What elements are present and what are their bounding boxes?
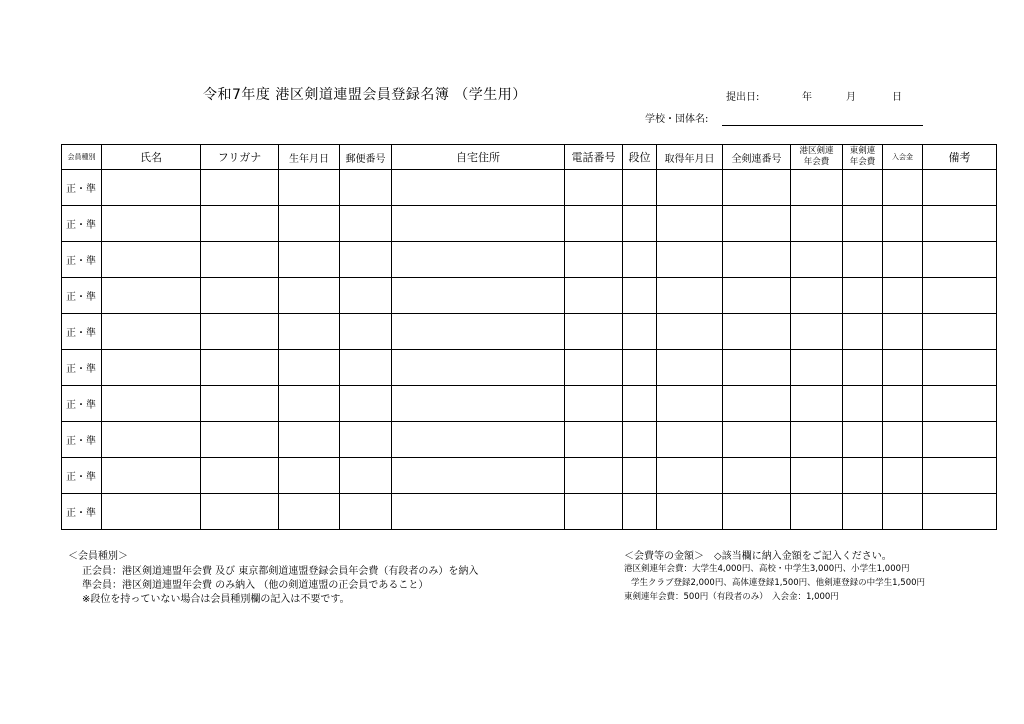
member-type-note-1: 正会員：港区剣道連盟年会費 及び 東京都剣道連盟登録会員年会費（有段者のみ）を納入 xyxy=(82,566,479,577)
entry-cell[interactable] xyxy=(565,422,623,458)
member-type-cell[interactable]: 正・準 xyxy=(62,170,102,206)
entry-cell[interactable] xyxy=(102,242,201,278)
column-header: 生年月日 xyxy=(279,145,340,170)
entry-cell[interactable] xyxy=(201,206,279,242)
member-type-cell[interactable]: 正・準 xyxy=(62,314,102,350)
entry-cell[interactable] xyxy=(843,206,883,242)
entry-cell[interactable] xyxy=(923,422,997,458)
entry-cell[interactable] xyxy=(791,494,843,530)
entry-cell[interactable] xyxy=(279,278,340,314)
entry-cell[interactable] xyxy=(923,170,997,206)
table-row xyxy=(62,386,997,422)
entry-cell[interactable] xyxy=(392,206,565,242)
entry-cell[interactable] xyxy=(657,278,723,314)
member-type-heading: ＜会員種別＞ xyxy=(68,551,128,562)
page-title: 令和7年度 港区剣道連盟会員登録名簿 （学生用） xyxy=(203,87,527,103)
member-roster-table xyxy=(61,144,997,530)
column-header: 氏名 xyxy=(102,145,201,170)
entry-cell[interactable] xyxy=(657,314,723,350)
column-header: 入会金 xyxy=(883,145,923,170)
entry-cell[interactable] xyxy=(392,386,565,422)
entry-cell[interactable] xyxy=(565,278,623,314)
entry-cell[interactable] xyxy=(279,170,340,206)
table-row xyxy=(62,278,997,314)
entry-cell[interactable] xyxy=(723,350,791,386)
entry-cell[interactable] xyxy=(883,350,923,386)
entry-cell[interactable] xyxy=(723,494,791,530)
entry-cell[interactable] xyxy=(723,422,791,458)
entry-cell[interactable] xyxy=(279,350,340,386)
entry-cell[interactable] xyxy=(843,314,883,350)
entry-cell[interactable] xyxy=(565,242,623,278)
entry-cell[interactable] xyxy=(102,458,201,494)
column-header: 取得年月日 xyxy=(657,145,723,170)
column-header: 段位 xyxy=(623,145,657,170)
entry-cell[interactable] xyxy=(201,386,279,422)
column-header: 港区剣連 年会費 xyxy=(791,145,843,170)
entry-cell[interactable] xyxy=(791,242,843,278)
entry-cell[interactable] xyxy=(723,170,791,206)
member-type-cell[interactable]: 正・準 xyxy=(62,422,102,458)
entry-cell[interactable] xyxy=(623,314,657,350)
entry-cell[interactable] xyxy=(565,314,623,350)
entry-cell[interactable] xyxy=(279,422,340,458)
table-row xyxy=(62,350,997,386)
fees-note-3: 東剣連年会費：500円（有段者のみ） 入会金：1,000円 xyxy=(624,592,839,602)
column-header: 電話番号 xyxy=(565,145,623,170)
entry-cell[interactable] xyxy=(923,458,997,494)
entry-cell[interactable] xyxy=(723,314,791,350)
entry-cell[interactable] xyxy=(657,494,723,530)
entry-cell[interactable] xyxy=(791,422,843,458)
entry-cell[interactable] xyxy=(340,242,392,278)
entry-cell[interactable] xyxy=(392,494,565,530)
entry-cell[interactable] xyxy=(623,278,657,314)
entry-cell[interactable] xyxy=(723,386,791,422)
entry-cell[interactable] xyxy=(201,242,279,278)
column-header: 自宅住所 xyxy=(392,145,565,170)
entry-cell[interactable] xyxy=(791,350,843,386)
table-row xyxy=(62,494,997,530)
entry-cell[interactable] xyxy=(565,386,623,422)
entry-cell[interactable] xyxy=(201,494,279,530)
entry-cell[interactable] xyxy=(102,170,201,206)
entry-cell[interactable] xyxy=(923,494,997,530)
entry-cell[interactable] xyxy=(340,278,392,314)
member-type-cell[interactable]: 正・準 xyxy=(62,458,102,494)
entry-cell[interactable] xyxy=(279,386,340,422)
member-type-cell[interactable]: 正・準 xyxy=(62,386,102,422)
entry-cell[interactable] xyxy=(723,458,791,494)
member-type-cell[interactable]: 正・準 xyxy=(62,494,102,530)
entry-cell[interactable] xyxy=(201,314,279,350)
entry-cell[interactable] xyxy=(340,170,392,206)
entry-cell[interactable] xyxy=(565,458,623,494)
entry-cell[interactable] xyxy=(392,278,565,314)
entry-cell[interactable] xyxy=(340,458,392,494)
entry-cell[interactable] xyxy=(657,458,723,494)
entry-cell[interactable] xyxy=(392,170,565,206)
school-name-field[interactable] xyxy=(722,125,923,126)
entry-cell[interactable] xyxy=(279,206,340,242)
entry-cell[interactable] xyxy=(883,170,923,206)
entry-cell[interactable] xyxy=(392,458,565,494)
entry-cell[interactable] xyxy=(843,494,883,530)
entry-cell[interactable] xyxy=(565,350,623,386)
member-type-cell[interactable]: 正・準 xyxy=(62,278,102,314)
entry-cell[interactable] xyxy=(565,170,623,206)
entry-cell[interactable] xyxy=(565,206,623,242)
entry-cell[interactable] xyxy=(340,494,392,530)
entry-cell[interactable] xyxy=(340,350,392,386)
entry-cell[interactable] xyxy=(623,494,657,530)
entry-cell[interactable] xyxy=(623,350,657,386)
school-name-label: 学校・団体名: xyxy=(645,114,709,125)
member-type-cell[interactable]: 正・準 xyxy=(62,206,102,242)
entry-cell[interactable] xyxy=(923,206,997,242)
submission-date-label: 提出日: xyxy=(726,92,760,103)
entry-cell[interactable] xyxy=(843,242,883,278)
column-header: フリガナ xyxy=(201,145,279,170)
entry-cell[interactable] xyxy=(723,206,791,242)
column-header: 郵便番号 xyxy=(340,145,392,170)
entry-cell[interactable] xyxy=(923,314,997,350)
entry-cell[interactable] xyxy=(791,458,843,494)
member-type-note-2: 準会員：港区剣道連盟年会費 のみ納入 （他の剣道連盟の正会員であること） xyxy=(82,580,429,591)
entry-cell[interactable] xyxy=(883,494,923,530)
entry-cell[interactable] xyxy=(623,206,657,242)
entry-cell[interactable] xyxy=(923,278,997,314)
entry-cell[interactable] xyxy=(102,422,201,458)
entry-cell[interactable] xyxy=(723,278,791,314)
entry-cell[interactable] xyxy=(201,350,279,386)
column-header: 東剣連 年会費 xyxy=(843,145,883,170)
entry-cell[interactable] xyxy=(340,386,392,422)
member-type-note-3: ※段位を持っていない場合は会員種別欄の記入は不要です。 xyxy=(82,594,350,605)
entry-cell[interactable] xyxy=(623,242,657,278)
member-type-cell[interactable]: 正・準 xyxy=(62,350,102,386)
entry-cell[interactable] xyxy=(392,242,565,278)
entry-cell[interactable] xyxy=(623,458,657,494)
entry-cell[interactable] xyxy=(201,422,279,458)
entry-cell[interactable] xyxy=(102,314,201,350)
fees-note-1: 港区剣連年会費：大学生4,000円、高校・中学生3,000円、小学生1,000円 xyxy=(624,564,910,574)
month-label: 月 xyxy=(846,92,856,103)
table-row xyxy=(62,206,997,242)
day-label: 日 xyxy=(892,92,902,103)
entry-cell[interactable] xyxy=(102,350,201,386)
entry-cell[interactable] xyxy=(392,422,565,458)
entry-cell[interactable] xyxy=(657,206,723,242)
entry-cell[interactable] xyxy=(565,494,623,530)
entry-cell[interactable] xyxy=(392,314,565,350)
entry-cell[interactable] xyxy=(883,314,923,350)
entry-cell[interactable] xyxy=(279,458,340,494)
member-type-cell[interactable]: 正・準 xyxy=(62,242,102,278)
entry-cell[interactable] xyxy=(883,458,923,494)
entry-cell[interactable] xyxy=(883,422,923,458)
entry-cell[interactable] xyxy=(657,350,723,386)
entry-cell[interactable] xyxy=(102,494,201,530)
column-header: 備考 xyxy=(923,145,997,170)
table-row xyxy=(62,422,997,458)
table-body xyxy=(62,170,997,530)
entry-cell[interactable] xyxy=(392,350,565,386)
entry-cell[interactable] xyxy=(883,278,923,314)
entry-cell[interactable] xyxy=(923,350,997,386)
entry-cell[interactable] xyxy=(657,422,723,458)
entry-cell[interactable] xyxy=(102,386,201,422)
fees-heading: ＜会費等の金額＞ ◇該当欄に納入金額をご記入ください。 xyxy=(624,551,892,562)
entry-cell[interactable] xyxy=(843,350,883,386)
entry-cell[interactable] xyxy=(623,422,657,458)
entry-cell[interactable] xyxy=(791,170,843,206)
entry-cell[interactable] xyxy=(843,278,883,314)
entry-cell[interactable] xyxy=(279,494,340,530)
entry-cell[interactable] xyxy=(279,242,340,278)
entry-cell[interactable] xyxy=(657,170,723,206)
fees-note-2: 学生クラブ登録2,000円、高体連登録1,500円、他剣連登録の中学生1,500円 xyxy=(631,578,926,588)
entry-cell[interactable] xyxy=(791,314,843,350)
entry-cell[interactable] xyxy=(623,170,657,206)
year-label: 年 xyxy=(802,92,812,103)
table-row xyxy=(62,170,997,206)
column-header: 全剣連番号 xyxy=(723,145,791,170)
entry-cell[interactable] xyxy=(657,386,723,422)
entry-cell[interactable] xyxy=(340,206,392,242)
entry-cell[interactable] xyxy=(843,170,883,206)
entry-cell[interactable] xyxy=(201,458,279,494)
entry-cell[interactable] xyxy=(791,206,843,242)
entry-cell[interactable] xyxy=(923,386,997,422)
entry-cell[interactable] xyxy=(843,386,883,422)
entry-cell[interactable] xyxy=(340,314,392,350)
entry-cell[interactable] xyxy=(723,242,791,278)
entry-cell[interactable] xyxy=(883,206,923,242)
table-row xyxy=(62,458,997,494)
entry-cell[interactable] xyxy=(340,422,392,458)
table-row xyxy=(62,242,997,278)
entry-cell[interactable] xyxy=(201,170,279,206)
entry-cell[interactable] xyxy=(923,242,997,278)
entry-cell[interactable] xyxy=(883,242,923,278)
column-header: 会員種別 xyxy=(62,145,102,170)
table-header-row xyxy=(62,145,997,170)
entry-cell[interactable] xyxy=(102,206,201,242)
entry-cell[interactable] xyxy=(791,278,843,314)
entry-cell[interactable] xyxy=(623,386,657,422)
entry-cell[interactable] xyxy=(843,458,883,494)
entry-cell[interactable] xyxy=(201,278,279,314)
entry-cell[interactable] xyxy=(102,278,201,314)
entry-cell[interactable] xyxy=(279,314,340,350)
entry-cell[interactable] xyxy=(883,386,923,422)
entry-cell[interactable] xyxy=(791,386,843,422)
entry-cell[interactable] xyxy=(843,422,883,458)
entry-cell[interactable] xyxy=(657,242,723,278)
table-row xyxy=(62,314,997,350)
